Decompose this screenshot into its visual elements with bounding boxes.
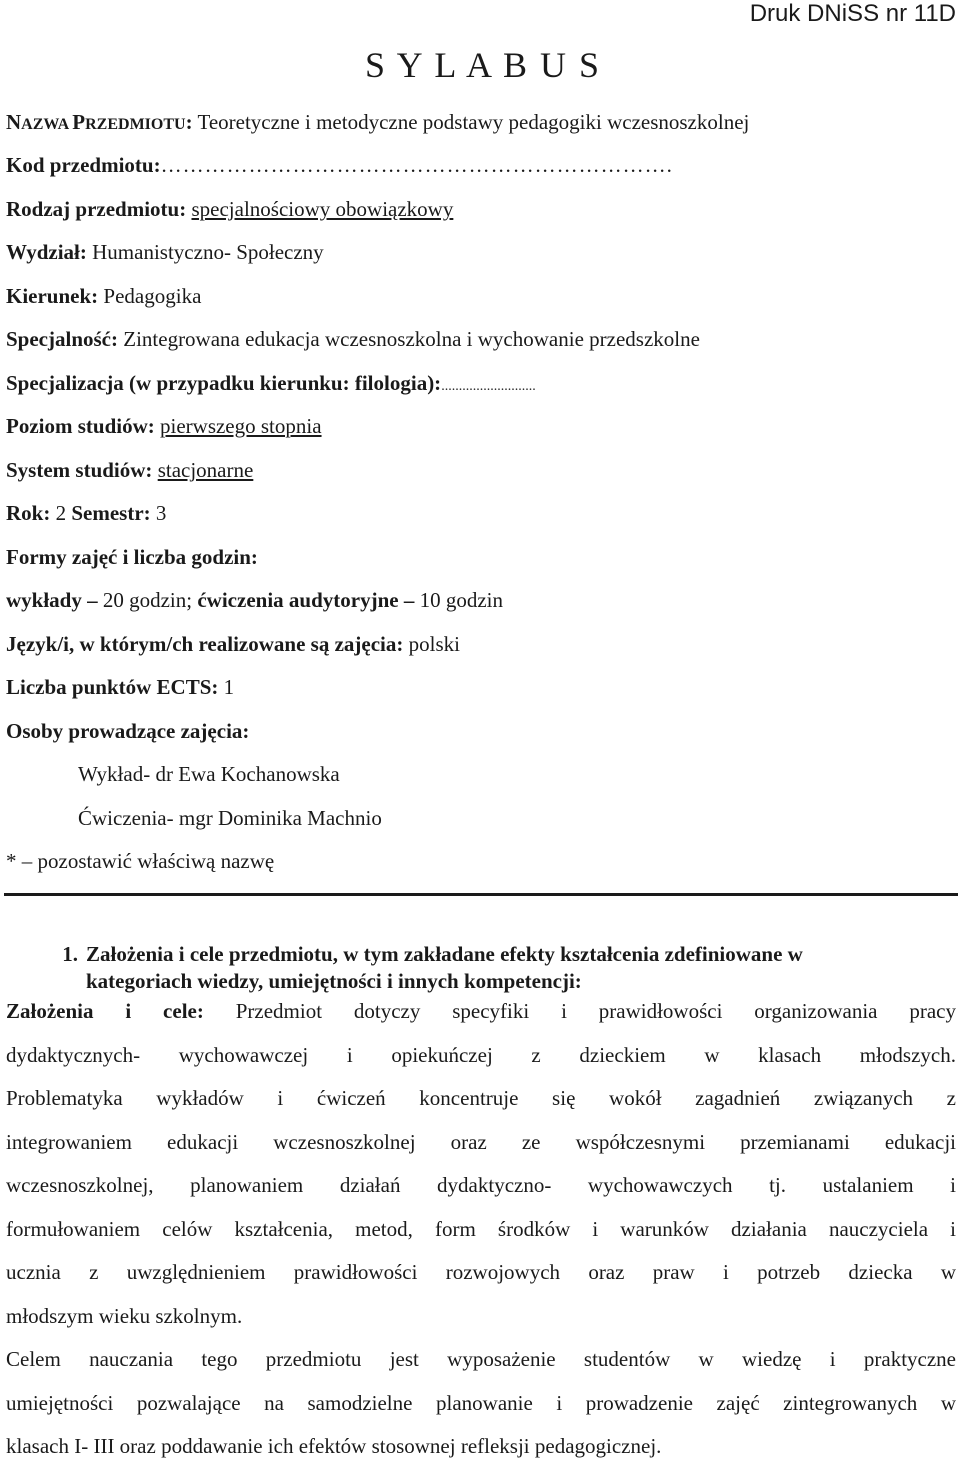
field-specjalnosc	[6, 327, 700, 352]
nazwa-label: NAZWA PRZEDMIOTU:	[6, 110, 193, 134]
field-ects	[6, 675, 234, 700]
field-nazwa	[6, 110, 749, 135]
specjalnosc-label: Specjalność:	[6, 327, 118, 351]
nazwa-value: Teoretyczne i metodyczne podstawy pedagogiki wczesnoszkolnej	[197, 110, 750, 134]
field-poziom	[6, 414, 322, 439]
kierunek-value: Pedagogika	[103, 284, 202, 308]
kod-label: Kod przedmiotu:	[6, 153, 161, 177]
field-system	[6, 458, 253, 483]
field-jezyk	[6, 632, 460, 657]
section-1-heading	[6, 941, 956, 995]
poziom-label: Poziom studiów:	[6, 414, 155, 438]
osoba-wyklad: Wykład- dr Ewa Kochanowska	[78, 762, 340, 786]
specjalizacja-value: ...........................	[441, 379, 536, 394]
ects-value: 1	[223, 675, 235, 699]
section-1-title-line1: Założenia i cele przedmiotu, w tym zakładane efekty kształcenia zdefiniowane w	[86, 942, 803, 966]
section-1-number: 1.	[62, 942, 78, 966]
rodzaj-value: specjalnościowy obowiązkowy	[191, 197, 454, 221]
wyklady-label: wykłady –	[6, 588, 98, 612]
semestr-label: Semestr:	[71, 501, 151, 525]
field-godziny	[6, 588, 503, 613]
rok-label: Rok:	[6, 501, 51, 525]
formy-label: Formy zajęć i liczba godzin:	[6, 545, 258, 569]
wydzial-value: Humanistyczno- Społeczny	[92, 240, 324, 264]
field-rok-semestr	[6, 501, 166, 526]
zalozenia-label: Założenia i cele:	[6, 999, 204, 1023]
field-wydzial	[6, 240, 324, 265]
field-rodzaj	[6, 197, 453, 222]
rok-value: 2	[55, 501, 67, 525]
semestr-value: 3	[155, 501, 167, 525]
specjalizacja-label: Specjalizacja (w przypadku kierunku: filologia):	[6, 371, 442, 395]
kod-value: …………………………………………………………….	[160, 153, 673, 177]
section-1-paragraph-1: Założenia i cele: Przedmiot dotyczy specyfiki i prawidłowości organizowania pracy dydaktycznych- wychowawczej i opiekuńczej z dzieckiem w klasach młodszych. Problematyka wykładów i ćwiczeń koncentruje się wokół zagadnień związanych z integrowaniem edukacji wczesnoszkolnej oraz ze współczesnymi przemianami edukacji wczesnoszkolnej, planowaniem działań dydaktyczno- wychowawczych tj. ustalaniem i formułowaniem celów kształcenia, metod, form środków i warunków działania nauczyciela i ucznia z uwzględnieniem prawidłowości rozwojowych oraz praw i potrzeb dziecka w młodszym wieku szkolnym.	[6, 999, 956, 1328]
rodzaj-label: Rodzaj przedmiotu:	[6, 197, 187, 221]
ects-label: Liczba punktów ECTS:	[6, 675, 219, 699]
cwiczenia-value: 10 godzin	[419, 588, 503, 612]
field-kod	[6, 153, 673, 178]
wydzial-label: Wydział:	[6, 240, 87, 264]
jezyk-value: polski	[408, 632, 460, 656]
wyklady-value: 20 godzin;	[102, 588, 193, 612]
horizontal-rule	[4, 893, 958, 896]
kierunek-label: Kierunek:	[6, 284, 99, 308]
system-label: System studiów:	[6, 458, 153, 482]
form-number: Druk DNiSS nr 11D	[749, 0, 956, 27]
cwiczenia-label: ćwiczenia audytoryjne –	[197, 588, 415, 612]
section-1-title-line2: kategoriach wiedzy, umiejętności i innych kompetencji:	[86, 969, 582, 993]
system-value: stacjonarne	[157, 458, 254, 482]
page-title: S Y L A B U S	[365, 45, 602, 85]
specjalnosc-value: Zintegrowana edukacja wczesnoszkolna i wychowanie przedszkolne	[123, 327, 700, 351]
osoby-label: Osoby prowadzące zajęcia:	[6, 719, 250, 743]
jezyk-label: Język/i, w którym/ch realizowane są zajęcia:	[6, 632, 404, 656]
field-kierunek	[6, 284, 201, 309]
osoba-cwiczenia: Ćwiczenia- mgr Dominika Machnio	[78, 806, 382, 830]
field-specjalizacja	[6, 371, 536, 396]
footnote: * – pozostawić właściwą nazwę	[6, 849, 275, 873]
poziom-value: pierwszego stopnia	[160, 414, 322, 438]
section-1-paragraph-2: Celem nauczania tego przedmiotu jest wyposażenie studentów w wiedzę i praktyczne umiejętności pozwalające na samodzielne planowanie i prowadzenie zajęć zintegrowanych w klasach I- III oraz poddawanie ich efektów stosownej refleksji pedagogicznej.	[6, 1347, 956, 1458]
